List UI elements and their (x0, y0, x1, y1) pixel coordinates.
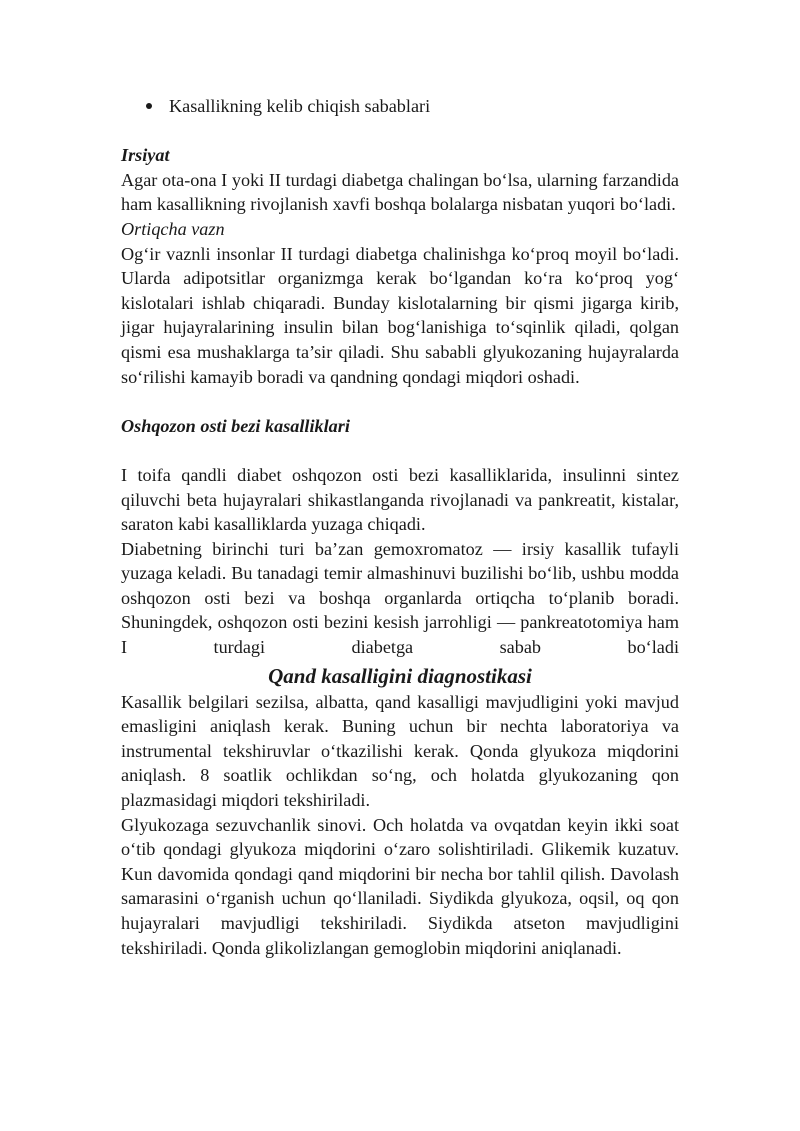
ortiqcha-vazn-paragraph: Og‘ir vaznli insonlar II turdagi diabetga chalinishga ko‘proq moyil bo‘ladi. Ularda adipotsitlar organizmga kerak bo‘lgandan ko‘ra ko‘proq yog‘ kislotalari ishlab chiqaradi. Bunday kislotalarning bir qismi jigarga kirib, jigar hujayralarining insulin bilan bog‘lanishiga to‘sqinlik qiladi, qolgan qismi esa mushaklarga ta’sir qiladi. Shu sababli glyukozaning hujayralarda so‘rilishi kamayib boradi va qandning qondagi miqdori oshadi. (121, 243, 679, 387)
diagnostika-paragraph-2: Glyukozaga sezuvchanlik sinovi. Och holatda va ovqatdan keyin ikki soat o‘tib qondagi glyukoza miqdorini o‘zaro solishtiriladi. Glikemik kuzatuv. Kun davomida qondagi qand miqdorini bir necha bor tahlil qilish. Davolash samarasini o‘rganish uchun qo‘llaniladi. Siydikda glyukoza, oqsil, oq qon hujayralari mavjudligi tekshiriladi. Siydikda atseton mavjudligini tekshiriladi. Qonda glikolizlangan gemoglobin miqdorini aniqlanadi. (121, 814, 679, 958)
spacer (121, 389, 679, 414)
diagnostika-paragraph-1: Kasallik belgilari sezilsa, albatta, qand kasalligi mavjudligini yoki mavjud emasligini aniqlash kerak. Buning uchun bir nechta laboratoriya va instrumental tekshiruvlar o‘tkazilishi kerak. Qonda glyukoza miqdorini aniqlash. 8 soatlik ochlikdan so‘ng, och holatda glyukozaning qon plazmasidagi miqdori tekshiriladi. (121, 691, 679, 811)
oshqozon-heading: Oshqozon osti bezi kasalliklari (121, 415, 350, 436)
bullet-icon (146, 103, 152, 109)
ortiqcha-vazn-heading: Ortiqcha vazn (121, 218, 225, 239)
document-page (121, 94, 679, 960)
irsiyat-paragraph: Agar ota-ona I yoki II turdagi diabetga chalingan bo‘lsa, ularning farzandida ham kasallikning rivojlanish xavfi boshqa bolalarga nisbatan yuqori bo‘ladi. (121, 169, 679, 215)
bullet-item (121, 94, 679, 119)
diagnostika-title: Qand kasalligini diagnostikasi (268, 663, 532, 688)
oshqozon-paragraph-2: Diabetning birinchi turi ba’zan gemoxromatoz — irsiy kasallik tufayli yuzaga keladi. Bu tanadagi temir almashinuvi buzilishi bo‘lib, ushbu modda oshqozon osti bezi va boshqa organlarda ortiqcha to‘planib boradi. Shuningdek, oshqozon osti bezini kesish jarrohligi — pankreatotomiya ham I turdagi diabetga sabab bo‘ladi (121, 538, 679, 658)
spacer (121, 119, 679, 144)
spacer (121, 438, 679, 463)
oshqozon-paragraph-1: I toifa qandli diabet oshqozon osti bezi kasalliklarida, insulinni sintez qiluvchi beta hujayralari shikastlanganda rivojlanadi va pankreatit, kistalar, saraton kabi kasalliklarda yuzaga chiqadi. (121, 464, 679, 535)
bullet-text: Kasallikning kelib chiqish sabablari (169, 96, 431, 116)
irsiyat-heading: Irsiyat (121, 145, 170, 166)
